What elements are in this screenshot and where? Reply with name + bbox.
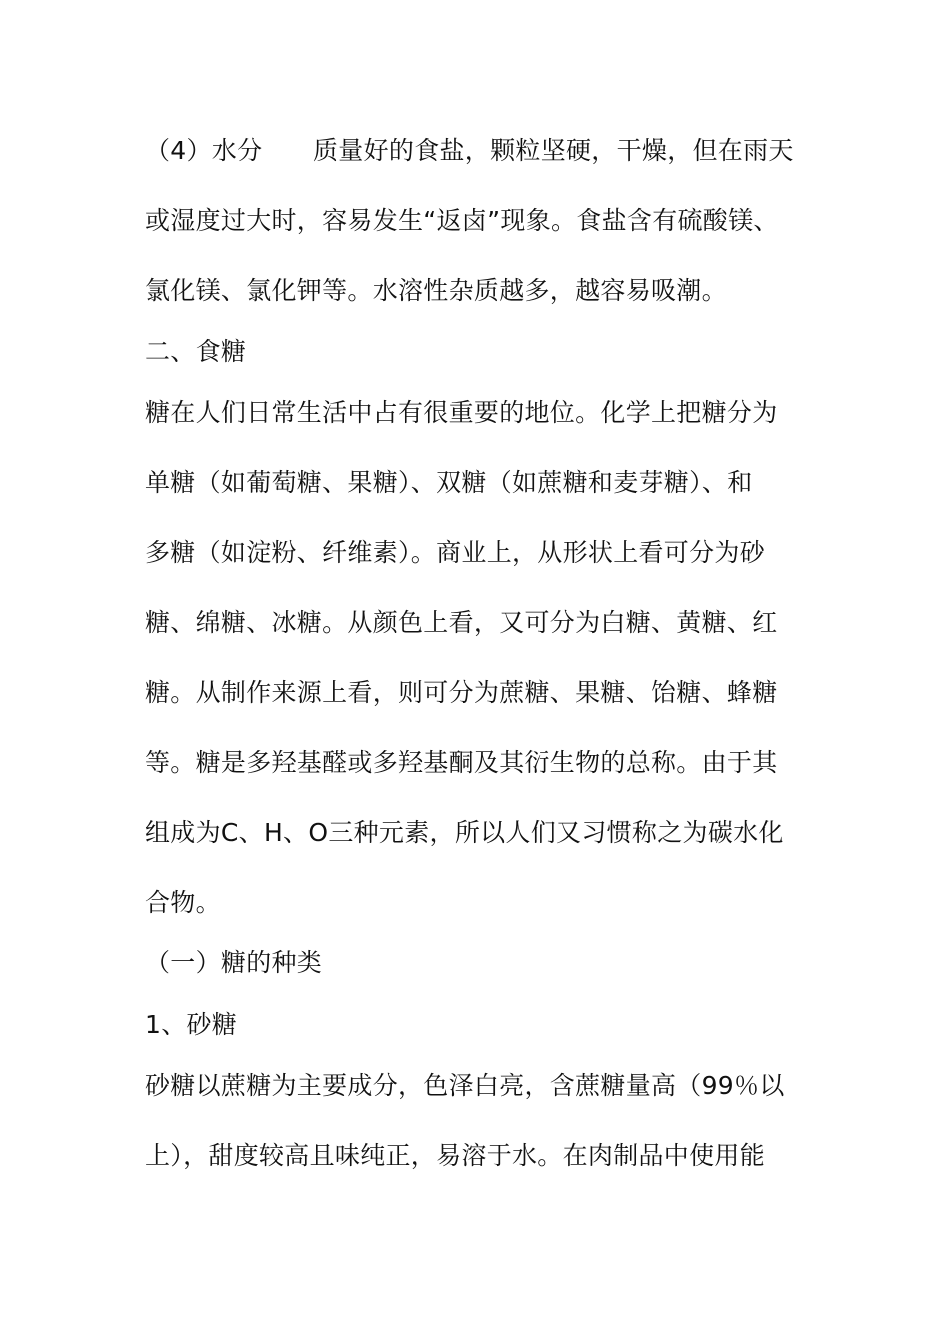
section-heading: 二、食糖 [145, 337, 247, 366]
paragraph-line: 或湿度过大时，容易发生“返卤”现象。食盐含有硫酸镁、 [145, 206, 779, 235]
item-heading: 1、砂糖 [145, 1010, 238, 1039]
paragraph-line: 氯化镁、氯化钾等。水溶性杂质越多，越容易吸潮。 [145, 276, 727, 305]
paragraph-line: 糖。从制作来源上看，则可分为蔗糖、果糖、饴糖、蜂糖 [145, 678, 778, 707]
subsection-heading: （一）糖的种类 [145, 948, 323, 977]
paragraph-line: 砂糖以蔗糖为主要成分，色泽白亮，含蔗糖量高（99％以 [145, 1071, 785, 1100]
paragraph-line: 糖、绵糖、冰糖。从颜色上看，又可分为白糖、黄糖、红 [145, 608, 778, 637]
paragraph-line: 单糖（如葡萄糖、果糖）、双糖（如蔗糖和麦芽糖）、和 [145, 468, 753, 497]
paragraph-line: 糖在人们日常生活中占有很重要的地位。化学上把糖分为 [145, 398, 778, 427]
paragraph-line: 合物。 [145, 888, 221, 917]
paragraph-line: 组成为C、H、O三种元素，所以人们又习惯称之为碳水化 [145, 818, 784, 847]
paragraph-line: 多糖（如淀粉、纤维素）。商业上，从形状上看可分为砂 [145, 538, 766, 567]
paragraph-line: 等。糖是多羟基醛或多羟基酮及其衍生物的总称。由于其 [145, 748, 778, 777]
paragraph-line: 上），甜度较高且味纯正，易溶于水。在肉制品中使用能 [145, 1141, 766, 1170]
paragraph-line: （4）水分 质量好的食盐，颗粒坚硬，干燥，但在雨天 [145, 136, 794, 165]
